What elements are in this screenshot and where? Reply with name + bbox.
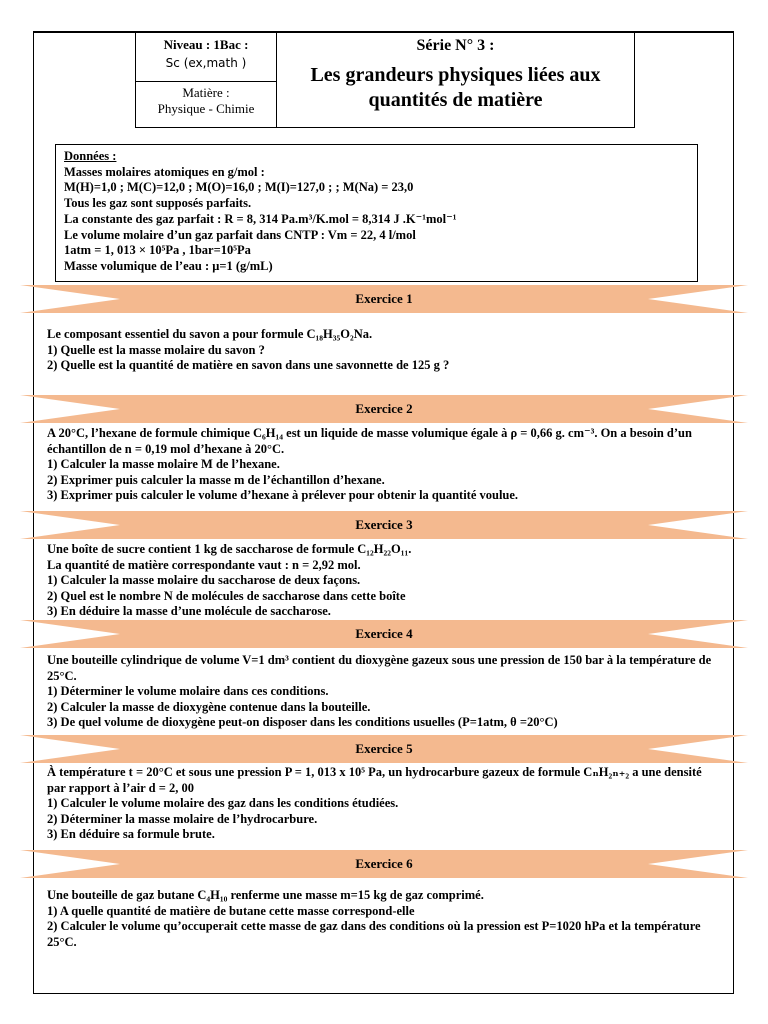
donnees-line: Le volume molaire d’un gaz parfait dans CNTP : Vm = 22, 4 l/mol [64, 227, 416, 242]
exercise-1-text [47, 327, 722, 374]
matiere-label: Matière : [182, 85, 230, 100]
exercise-line: 2) Calculer le volume qu’occuperait cette masse de gaz dans des conditions où la pression est P=1020 hPa et la température 25°C. [47, 919, 701, 949]
header-left [136, 32, 277, 127]
exercise-line: Une bouteille cylindrique de volume V=1 dm³ contient du dioxygène gazeux sous une pression de 150 bar à la température de 25°C. [47, 653, 712, 683]
donnees-line: Tous les gaz sont supposés parfaits. [64, 196, 252, 211]
matiere-value: Physique - Chimie [157, 101, 255, 116]
exercise-1-banner [20, 285, 748, 313]
exercise-line: 2) Quel est le nombre N de molécules de saccharose dans cette boîte [47, 588, 406, 603]
exercise-line: 2) Calculer la masse de dioxygène contenue dans la bouteille. [47, 699, 371, 714]
exercise-5-banner [20, 735, 748, 763]
exercise-2-title: Exercice 2 [355, 401, 413, 416]
header-right [277, 32, 634, 127]
exercise-line: 1) Calculer la masse molaire M de l’hexane. [47, 457, 280, 472]
exercise-5-title: Exercice 5 [355, 741, 413, 756]
exercise-4-title: Exercice 4 [355, 626, 413, 641]
exercise-4-banner [20, 620, 748, 648]
exercise-line: 2) Exprimer puis calculer la masse m de l’échantillon d’hexane. [47, 472, 385, 487]
page-title [277, 63, 634, 113]
exercise-line: Une boîte de sucre contient 1 kg de saccharose de formule C₁₂H₂₂O₁₁. [47, 542, 412, 556]
exercise-line: 1) A quelle quantité de matière de butane cette masse correspond-elle [47, 903, 415, 918]
exercise-line: 1) Calculer la masse molaire du saccharose de deux façons. [47, 573, 361, 588]
donnees-line: La constante des gaz parfait : R = 8, 314 Pa.m³/K.mol = 8,314 J .K⁻¹mol⁻¹ [64, 211, 457, 226]
title-line-2: quantités de matière [368, 89, 543, 111]
donnees-heading: Données : [64, 149, 117, 163]
exercise-4-text [47, 653, 722, 731]
exercise-line: 2) Quelle est la quantité de matière en savon dans une savonnette de 125 g ? [47, 358, 450, 373]
exercise-line: À température t = 20°C et sous une pression P = 1, 013 x 10⁵ Pa, un hydrocarbure gazeux de formule CₙH₂ₙ₊₂ a une densité par rapport à l’air d = 2, 00 [47, 765, 702, 795]
exercise-line: 2) Déterminer la masse molaire de l’hydrocarbure. [47, 811, 318, 826]
donnees-line: M(H)=1,0 ; M(C)=12,0 ; M(O)=16,0 ; M(I)=127,0 ; ; M(Na) = 23,0 [64, 180, 414, 195]
exercise-6-text [47, 888, 722, 950]
exercise-line: 3) En déduire sa formule brute. [47, 827, 215, 842]
exercise-line: Le composant essentiel du savon a pour formule C₁₈H₃₅O₂Na. [47, 327, 373, 341]
exercise-line: Une bouteille de gaz butane C₄H₁₀ renferme une masse m=15 kg de gaz comprimé. [47, 888, 484, 902]
title-line-1: Les grandeurs physiques liées aux [310, 64, 601, 86]
exercise-1-title: Exercice 1 [355, 291, 413, 306]
exercise-6-title: Exercice 6 [355, 856, 413, 871]
exercise-line: 3) En déduire la masse d’une molécule de saccharose. [47, 604, 331, 619]
niveau-cell [136, 32, 276, 82]
donnees-line: 1atm = 1, 013 × 10⁵Pa , 1bar=10⁵Pa [64, 243, 251, 258]
exercise-6-banner [20, 850, 748, 878]
exercise-line: 3) De quel volume de dioxygène peut-on disposer dans les conditions usuelles (P=1atm, θ =20°C) [47, 715, 558, 730]
exercise-2-text [47, 426, 722, 504]
exercise-line: 3) Exprimer puis calculer le volume d’hexane à prélever pour obtenir la quantité voulue. [47, 488, 519, 503]
matiere-cell [136, 82, 276, 127]
exercise-line: 1) Calculer le volume molaire des gaz dans les conditions étudiées. [47, 796, 399, 811]
header-box [135, 31, 635, 128]
niveau-label: Niveau : 1Bac : [163, 37, 249, 52]
serie-number: Série N° 3 : [416, 37, 495, 54]
donnees-line: Masse volumique de l’eau : μ=1 (g/mL) [64, 258, 273, 273]
exercise-5-text [47, 765, 722, 843]
exercise-line: 1) Déterminer le volume molaire dans ces conditions. [47, 684, 329, 699]
exercise-2-banner [20, 395, 748, 423]
niveau-sub: Sc (ex,math ) [165, 56, 247, 70]
exercise-line: La quantité de matière correspondante vaut : n = 2,92 mol. [47, 557, 361, 572]
exercise-line: A 20°C, l’hexane de formule chimique C₆H₁₄ est un liquide de masse volumique égale à ρ = 0,66 g. cm⁻³. On a besoin d’un échantillon de n = 0,19 mol d’hexane à 20°C. [47, 426, 692, 456]
donnees-box [55, 144, 698, 282]
exercise-line: 1) Quelle est la masse molaire du savon ? [47, 342, 265, 357]
exercise-3-banner [20, 511, 748, 539]
exercise-3-text [47, 542, 722, 620]
donnees-line: Masses molaires atomiques en g/mol : [64, 164, 265, 179]
exercise-3-title: Exercice 3 [355, 517, 413, 532]
